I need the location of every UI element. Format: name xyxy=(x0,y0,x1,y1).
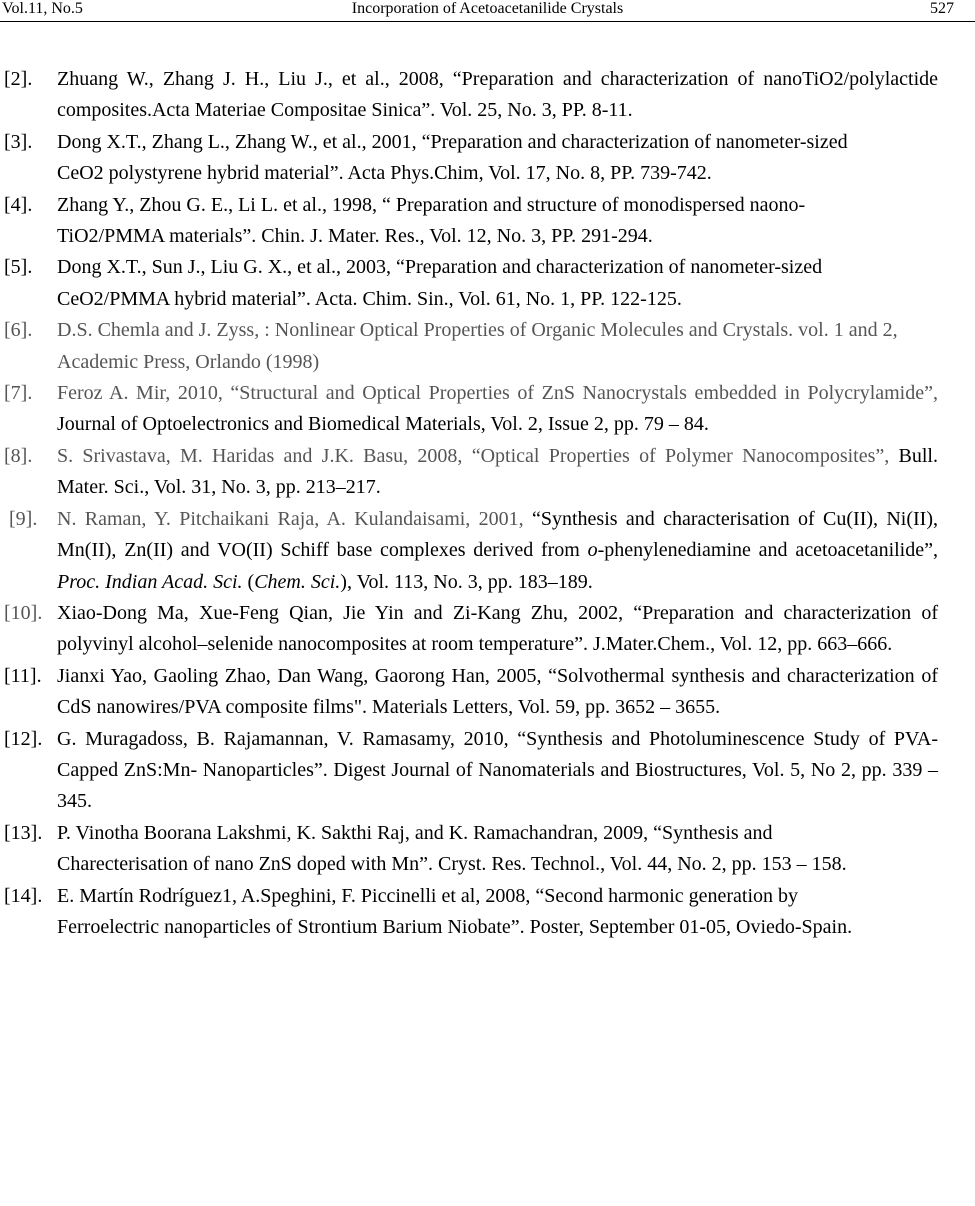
reference-item xyxy=(0,252,938,315)
reference-text-volume: ), Vol. 113, No. 3, pp. 183–189. xyxy=(340,570,593,593)
reference-number: [8]. xyxy=(4,444,33,467)
journal-volume: Vol.11, No.5 xyxy=(2,0,83,17)
reference-text-italic: o xyxy=(587,539,598,562)
reference-text-paren: ( xyxy=(242,570,255,593)
reference-number: [2]. xyxy=(4,68,33,90)
reference-item xyxy=(0,64,938,127)
reference-text-title: “Synthesis and characterisation of Cu(II), Ni(II), Mn(II), Zn(II) and VO(II) Schiff base complexes derived from xyxy=(57,507,938,562)
reference-number: [7]. xyxy=(4,382,33,405)
reference-number: [9]. xyxy=(9,507,38,530)
reference-text: D.S. Chemla and J. Zyss, : Nonlinear Optical Properties of Organic Molecules and Crystals. vol. 1 and 2, Academic Press, Orlando (1998) xyxy=(57,319,898,373)
reference-text: G. Muragadoss, B. Rajamannan, V. Ramasamy, 2010, “Synthesis and Photoluminescence Study of PVA- Capped ZnS:Mn- Nanoparticles”. Digest Journal of Nanomaterials and Biostructures, Vol. 5, No 2, pp. 339 – 345. xyxy=(57,727,938,813)
reference-text-authors: S. Srivastava, M. Haridas and J.K. Basu, 2008, “Optical Properties of Polymer Nanocomposites”, xyxy=(57,444,890,467)
reference-item xyxy=(0,598,938,661)
reference-item xyxy=(0,378,938,441)
reference-journal-italic: Proc. Indian Acad. Sci. xyxy=(57,570,243,593)
reference-item xyxy=(0,881,938,944)
reference-text-source: Bull. Mater. Sci., Vol. 31, No. 3, pp. 213–217. xyxy=(57,444,938,499)
reference-item xyxy=(0,315,938,378)
reference-number: [13]. xyxy=(4,821,43,844)
reference-text: Zhang Y., Zhou G. E., Li L. et al., 1998, “ Preparation and structure of monodispersed naono-TiO2/PMMA materials”. Chin. J. Mater. Res., Vol. 12, No. 3, PP. 291-294. xyxy=(57,193,806,248)
reference-number: [6]. xyxy=(4,319,33,342)
reference-number: [5]. xyxy=(4,256,33,279)
reference-item xyxy=(0,818,938,881)
reference-text-authors: Feroz A. Mir, 2010, “Structural and Optical Properties of ZnS Nanocrystals embedded in Polycrylamide”, xyxy=(57,382,938,405)
reference-text: E. Martín Rodríguez1, A.Speghini, F. Piccinelli et al, 2008, “Second harmonic generation by Ferroelectric nanoparticles of Strontium Barium Niobate”. Poster, September 01-05, Oviedo-Spain. xyxy=(57,884,853,938)
reference-number: [4]. xyxy=(4,193,33,216)
reference-text: Zhuang W., Zhang J. H., Liu J., et al., 2008, “Preparation and characterization of nanoTiO2/polylactide composites.Acta Materiae Compositae Sinica”. Vol. 25, No. 3, PP. 8-11. xyxy=(57,68,938,122)
reference-number: [10]. xyxy=(4,601,43,624)
running-header xyxy=(0,0,975,22)
reference-text: Dong X.T., Zhang L., Zhang W., et al., 2001, “Preparation and characterization of nanometer-sized CeO2 polystyrene hybrid material”. Acta Phys.Chim, Vol. 17, No. 8, PP. 739-742. xyxy=(57,130,848,185)
reference-text-authors: N. Raman, Y. Pitchaikani Raja, A. Kulandaisami, 2001, xyxy=(57,507,524,530)
reference-text-source: Journal of Optoelectronics and Biomedical Materials, Vol. 2, Issue 2, pp. 79 – 84. xyxy=(57,413,709,436)
reference-number: [14]. xyxy=(4,884,43,907)
reference-number: [11]. xyxy=(4,664,42,687)
reference-journal-section-italic: Chem. Sci. xyxy=(254,570,341,593)
reference-number: [3]. xyxy=(4,130,33,153)
reference-item xyxy=(0,127,938,190)
reference-list xyxy=(0,64,975,943)
reference-text-title-cont: -phenylenediamine and acetoacetanilide”, xyxy=(597,539,938,562)
reference-item xyxy=(0,504,938,598)
reference-item xyxy=(0,190,938,253)
reference-item xyxy=(0,724,938,818)
reference-item xyxy=(0,661,938,724)
reference-text: Jianxi Yao, Gaoling Zhao, Dan Wang, Gaorong Han, 2005, “Solvothermal synthesis and characterization of CdS nanowires/PVA composite films". Materials Letters, Vol. 59, pp. 3652 – 3655. xyxy=(57,664,938,719)
reference-item xyxy=(0,441,938,504)
running-title: Incorporation of Acetoacetanilide Crystals xyxy=(351,0,624,17)
reference-text: Dong X.T., Sun J., Liu G. X., et al., 2003, “Preparation and characterization of nanometer-sized CeO2/PMMA hybrid material”. Acta. Chim. Sin., Vol. 61, No. 1, PP. 122-125. xyxy=(57,256,823,310)
reference-text: Xiao-Dong Ma, Xue-Feng Qian, Jie Yin and Zi-Kang Zhu, 2002, “Preparation and characterization of polyvinyl alcohol–selenide nanocomposites at room temperature”. J.Mater.Chem., Vol. 12, pp. 663–666. xyxy=(57,601,938,656)
reference-number: [12]. xyxy=(4,727,43,750)
page-number: 527 xyxy=(930,0,954,17)
reference-text: P. Vinotha Boorana Lakshmi, K. Sakthi Raj, and K. Ramachandran, 2009, “Synthesis and Charecterisation of nano ZnS doped with Mn”. Cryst. Res. Technol., Vol. 44, No. 2, pp. 153 – 158. xyxy=(57,821,847,876)
